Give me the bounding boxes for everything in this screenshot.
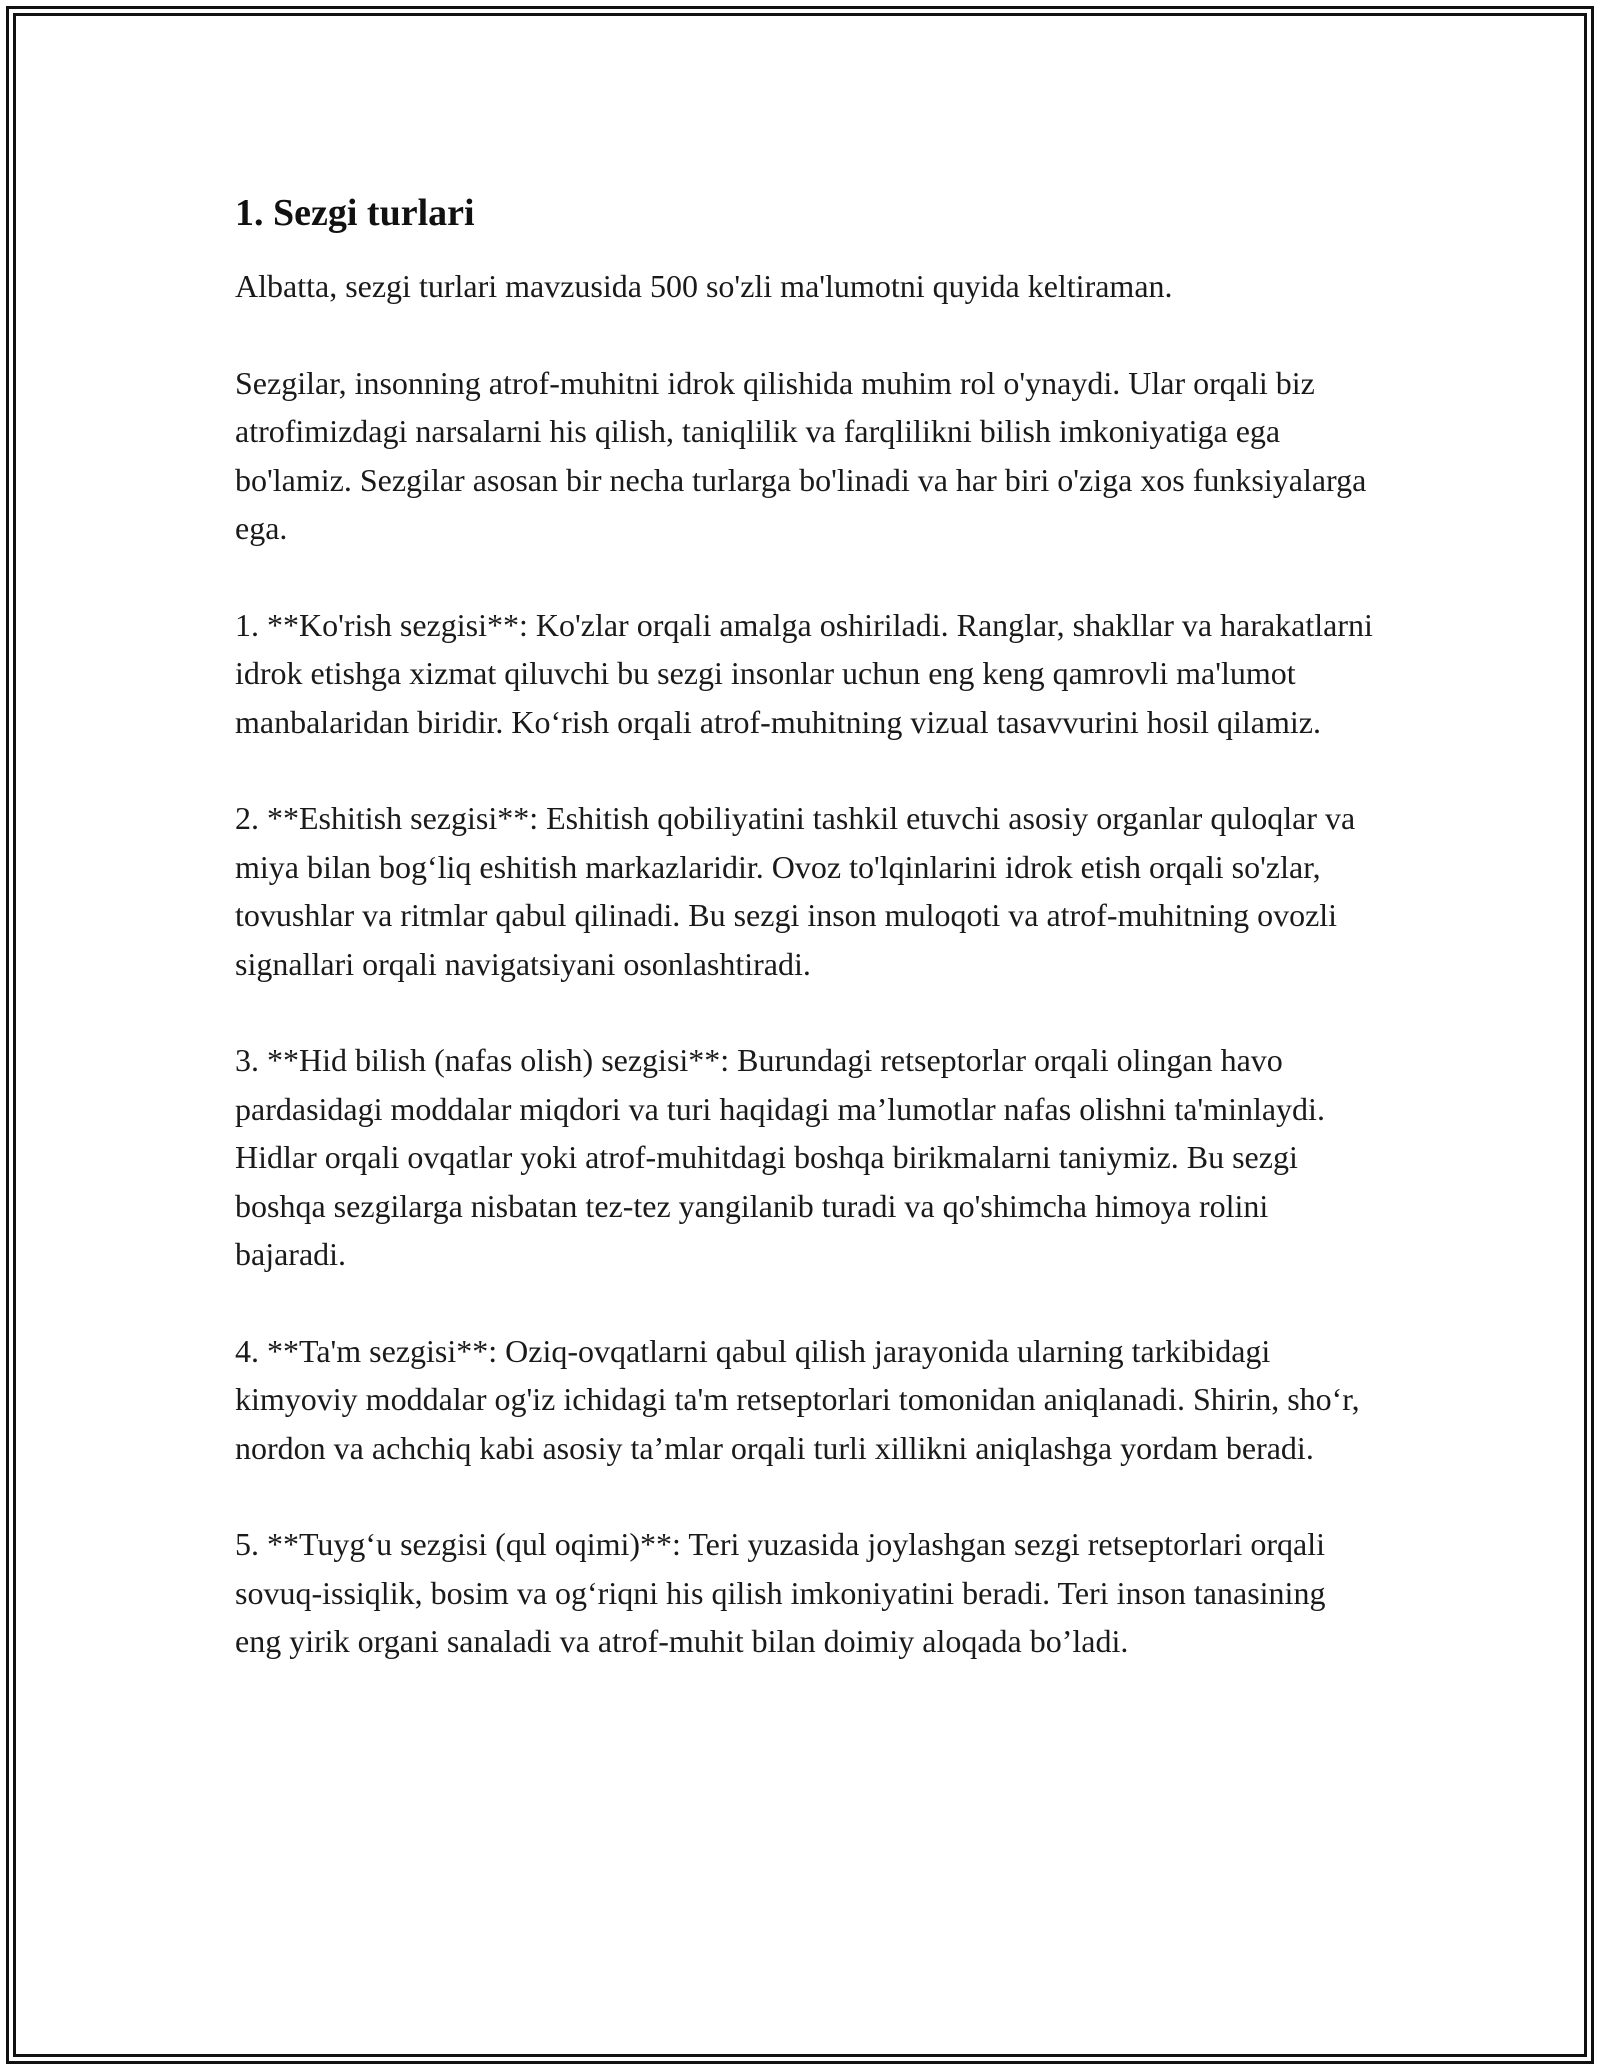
paragraph-sight: 1. **Ko'rish sezgisi**: Ko'zlar orqali amalga oshiriladi. Ranglar, shakllar va harakatlarni idrok etishga xizmat qiluvchi bu sezgi insonlar uchun eng keng qamrovli ma'lumot manbalaridan biridir. Ko‘rish orqali atrof-muhitning vizual tasavvurini hosil qilamiz. [235, 606, 1373, 740]
paragraph-taste: 4. **Ta'm sezgisi**: Oziq-ovqatlarni qabul qilish jarayonida ularning tarkibidagi kimyoviy moddalar og'iz ichidagi ta'm retseptorlari tomonidan aniqlanadi. Shirin, sho‘r, nordon va achchiq kabi asosiy ta’mlar orqali turli xillikni aniqlashga yordam beradi. [235, 1332, 1360, 1466]
document-heading: 1. Sezgi turlari [235, 192, 475, 234]
paragraph-hearing: 2. **Eshitish sezgisi**: Eshitish qobiliyatini tashkil etuvchi asosiy organlar quloqlar va miya bilan bog‘liq eshitish markazlaridir. Ovoz to'lqinlarini idrok etish orqali so'zlar, tovushlar va ritmlar qabul qilinadi. Bu sezgi inson muloqoti va atrof-muhitning ovozli signallari orqali navigatsiyani osonlashtiradi. [235, 800, 1356, 982]
paragraph-touch: 5. **Tuyg‘u sezgisi (qul oqimi)**: Teri yuzasida joylashgan sezgi retseptorlari orqali sovuq-issiqlik, bosim va og‘riqni his qilish imkoniyatini beradi. Teri inson tanasining eng yirik organi sanaladi va atrof-muhit bilan doimiy aloqada bo’ladi. [235, 1526, 1326, 1659]
paragraph-overview: Sezgilar, insonning atrof-muhitni idrok qilishida muhim rol o'ynaydi. Ular orqali biz atrofimizdagi narsalarni his qilish, taniqlilik va farqlilikni bilish imkoniyatiga ega bo'lamiz. Sezgilar asosan bir necha turlarga bo'linadi va har biri o'ziga xos funksiyalarga ega. [235, 364, 1367, 546]
paragraph-smell: 3. **Hid bilish (nafas olish) sezgisi**: Burundagi retseptorlar orqali olingan havo pardasidagi moddalar miqdori va turi haqidagi ma’lumotlar nafas olishni ta'minlaydi. Hidlar orqali ovqatlar yoki atrof-muhitdagi boshqa birikmalarni taniymiz. Bu sezgi boshqa sezgilarga nisbatan tez-tez yangilanib turadi va qo'shimcha himoya rolini bajaradi. [235, 1042, 1325, 1272]
paragraph-intro: Albatta, sezgi turlari mavzusida 500 so'zli ma'lumotni quyida keltiraman. [235, 268, 1173, 304]
document-body [235, 186, 1375, 1714]
